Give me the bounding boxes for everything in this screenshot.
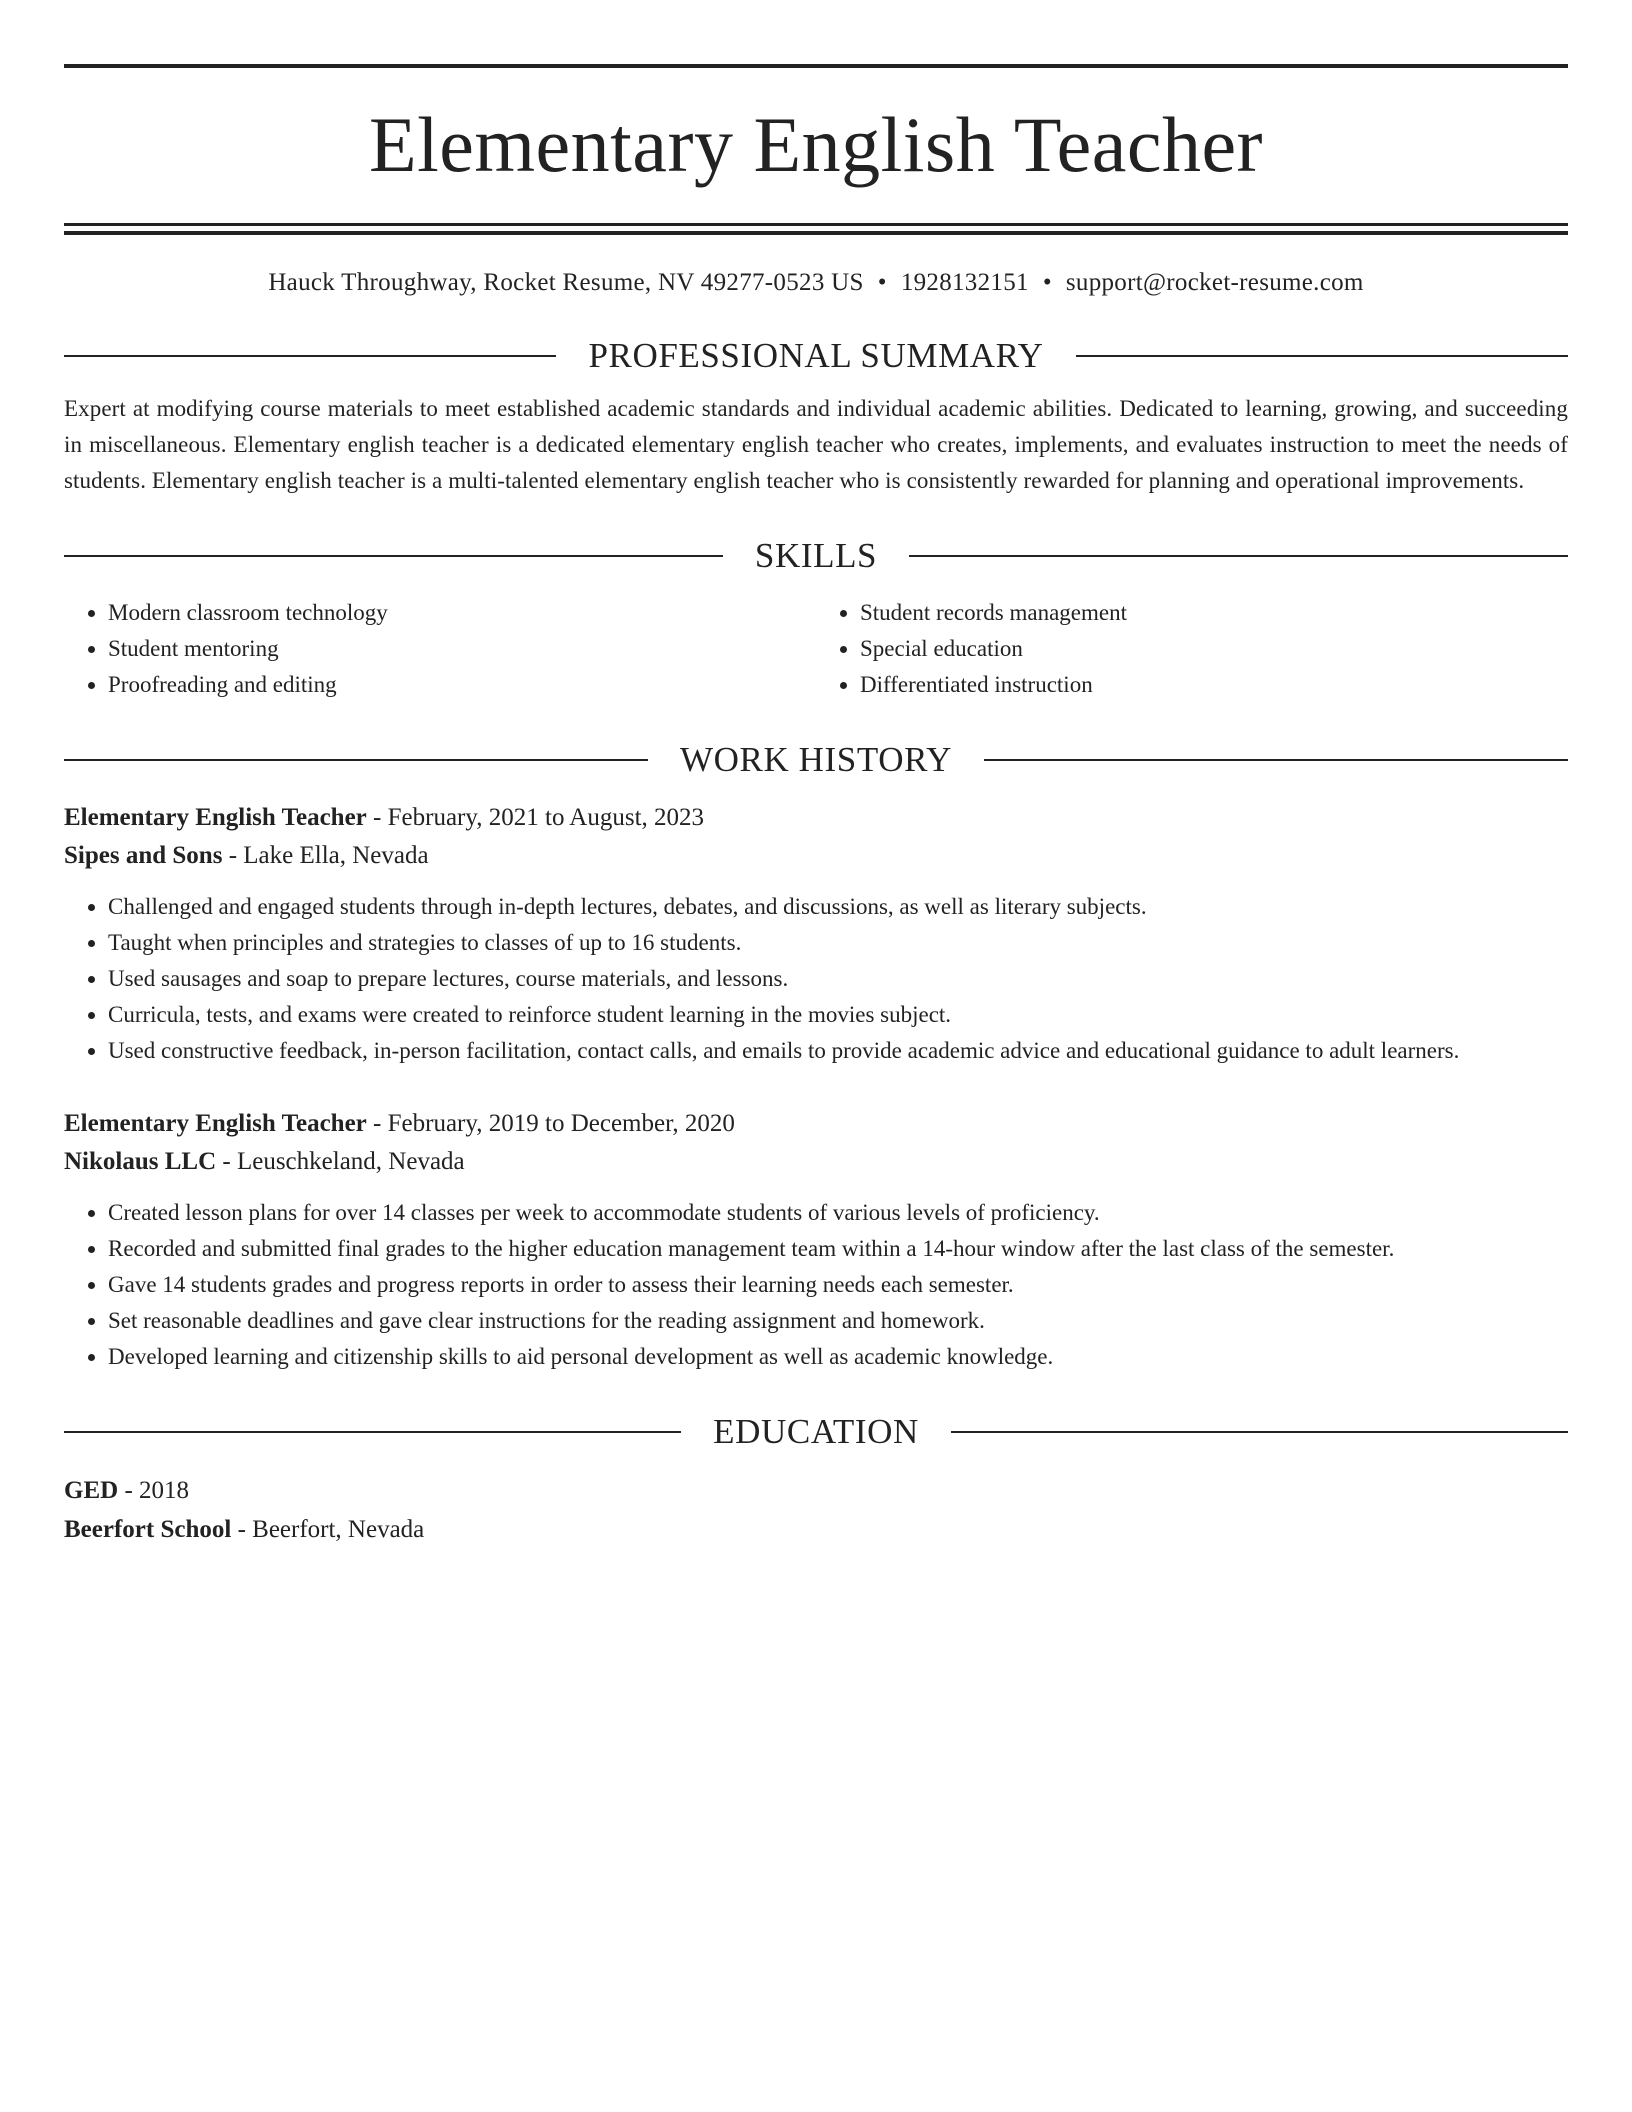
education-degree: GED xyxy=(64,1477,119,1504)
job-role: Elementary English Teacher xyxy=(64,1110,367,1137)
job-location: - Leuschkeland, Nevada xyxy=(216,1148,465,1175)
job-bullet: • Used constructive feedback, in-person facilitation, contact calls, and emails to provide academic advice and educational guidance to adult learners. xyxy=(108,1033,1568,1069)
section-title: PROFESSIONAL SUMMARY xyxy=(588,336,1044,375)
summary-text: Expert at modifying course materials to meet established academic standards and individual academic abilities. Dedicated to learning, growing, and succeeding in miscellaneous. Elementary english teacher is a dedicated elementary english teacher who creates, implements, and evaluates instruction to meet the needs of students. Elementary english teacher is a multi-talented elementary english teacher who is consistently rewarded for planning and operational improvements. xyxy=(64,396,1568,493)
section-rule xyxy=(64,355,556,357)
education-school: Beerfort School xyxy=(64,1516,232,1543)
job-bullet: • Set reasonable deadlines and gave clear instructions for the reading assignment and homework. xyxy=(108,1303,1568,1339)
skill-item: • Differentiated instruction xyxy=(860,667,1568,703)
skills-column-left xyxy=(64,595,816,703)
job-dates: - February, 2021 to August, 2023 xyxy=(366,804,705,831)
skills-column-right xyxy=(816,595,1568,703)
job-bullet: • Created lesson plans for over 14 classes per week to accommodate students of various levels of proficiency. xyxy=(108,1195,1568,1231)
skills-list xyxy=(64,595,1568,703)
resume-name: Elementary English Teacher xyxy=(368,101,1264,188)
section-rule xyxy=(1076,355,1568,357)
section-rule xyxy=(984,759,1568,761)
contact-line xyxy=(64,267,1568,299)
section-heading-education xyxy=(64,1411,1568,1453)
skill-item: • Proofreading and editing xyxy=(108,667,816,703)
contact-separator: • xyxy=(877,269,887,296)
skill-item: • Modern classroom technology xyxy=(108,595,816,631)
job-bullet: • Recorded and submitted final grades to the higher education management team within a 14-hour window after the last class of the semester. xyxy=(108,1231,1568,1267)
job-company: Sipes and Sons xyxy=(64,842,223,869)
section-rule xyxy=(64,555,723,557)
job-company-line xyxy=(64,1143,1568,1181)
job-bullet: • Gave 14 students grades and progress reports in order to assess their learning needs each semester. xyxy=(108,1267,1568,1303)
job-entry xyxy=(64,799,1568,1069)
section-rule xyxy=(64,759,648,761)
contact-email: support@rocket-resume.com xyxy=(1065,269,1364,296)
section-rule xyxy=(951,1431,1568,1433)
section-heading-skills xyxy=(64,535,1568,577)
job-role: Elementary English Teacher xyxy=(64,804,367,831)
section-heading-summary xyxy=(64,335,1568,377)
job-title-line xyxy=(64,799,1568,837)
job-bullets xyxy=(64,889,1568,1069)
job-bullet: • Curricula, tests, and exams were created to reinforce student learning in the movies subject. xyxy=(108,997,1568,1033)
job-bullet: • Developed learning and citizenship skills to aid personal development as well as academic knowledge. xyxy=(108,1339,1568,1375)
resume-page xyxy=(64,64,1568,1549)
top-rule xyxy=(64,64,1568,68)
job-bullets xyxy=(64,1195,1568,1375)
education-degree-line xyxy=(64,1471,1568,1510)
section-title: EDUCATION xyxy=(713,1412,919,1451)
education-entry xyxy=(64,1471,1568,1549)
section-title: SKILLS xyxy=(754,536,878,575)
double-rule xyxy=(64,223,1568,235)
section-heading-work xyxy=(64,739,1568,781)
skill-item: • Special education xyxy=(860,631,1568,667)
job-location: - Lake Ella, Nevada xyxy=(222,842,429,869)
contact-phone: 1928132151 xyxy=(900,269,1029,296)
education-location: - Beerfort, Nevada xyxy=(231,1516,425,1543)
skill-item: • Student records management xyxy=(860,595,1568,631)
skill-item: • Student mentoring xyxy=(108,631,816,667)
job-dates: - February, 2019 to December, 2020 xyxy=(366,1110,735,1137)
section-rule xyxy=(64,1431,681,1433)
section-rule xyxy=(909,555,1568,557)
section-title: WORK HISTORY xyxy=(680,740,952,779)
education-year: - 2018 xyxy=(118,1477,190,1504)
job-title-line xyxy=(64,1105,1568,1143)
job-entry xyxy=(64,1105,1568,1375)
job-bullet: • Challenged and engaged students through in-depth lectures, debates, and discussions, as well as literary subjects. xyxy=(108,889,1568,925)
job-bullet: • Taught when principles and strategies to classes of up to 16 students. xyxy=(108,925,1568,961)
education-school-line xyxy=(64,1510,1568,1549)
job-company: Nikolaus LLC xyxy=(64,1148,217,1175)
job-bullet: • Used sausages and soap to prepare lectures, course materials, and lessons. xyxy=(108,961,1568,997)
contact-separator: • xyxy=(1042,269,1052,296)
contact-address: Hauck Throughway, Rocket Resume, NV 49277-0523 US xyxy=(268,269,864,296)
job-company-line xyxy=(64,837,1568,875)
